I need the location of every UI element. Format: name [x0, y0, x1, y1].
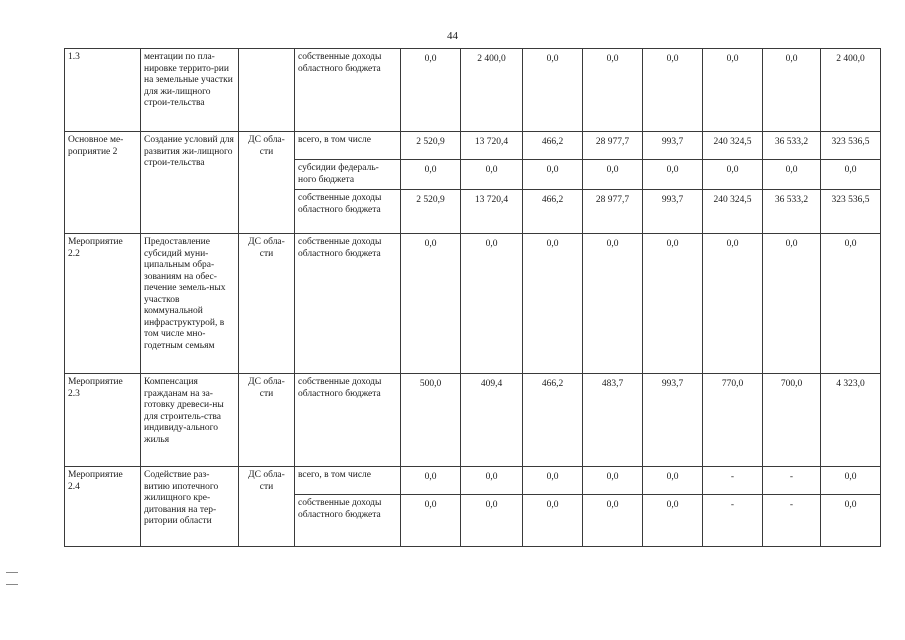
value-cell [523, 495, 583, 547]
funding-source-cell: собственные доходы областного бюджета [295, 49, 401, 132]
value-text: 2 400,0 [477, 54, 506, 64]
table-row [65, 234, 881, 374]
value-cell [401, 160, 461, 190]
value-cell [821, 132, 881, 160]
value-text: 483,7 [601, 379, 624, 389]
value-text: 0,0 [606, 500, 619, 510]
funding-source-cell: собственные доходы областного бюджета [295, 374, 401, 467]
value-text: 500,0 [419, 379, 442, 389]
value-text: - [730, 500, 735, 510]
value-text: 700,0 [780, 379, 803, 389]
value-text: 0,0 [785, 165, 798, 175]
value-cell [401, 234, 461, 374]
value-text: 0,0 [546, 54, 559, 64]
value-cell [523, 132, 583, 160]
value-cell [583, 132, 643, 160]
value-cell [401, 49, 461, 132]
value-text: 0,0 [606, 165, 619, 175]
value-cell [401, 132, 461, 160]
value-cell [401, 374, 461, 467]
value-cell [703, 190, 763, 234]
value-text: 993,7 [661, 379, 684, 389]
value-cell [703, 467, 763, 495]
value-text: 409,4 [480, 379, 503, 389]
row-code-cell: Мероприятие 2.2 [65, 234, 141, 374]
value-cell [583, 374, 643, 467]
value-text: 0,0 [546, 239, 559, 249]
funding-source-cell: всего, в том числе [295, 467, 401, 495]
budget-table [64, 48, 881, 547]
value-cell [643, 234, 703, 374]
value-text: - [789, 472, 794, 482]
value-text: 466,2 [541, 137, 564, 147]
value-text: 0,0 [546, 472, 559, 482]
row-name-cell: ментации по пла-нировке террито-рии на земельные участки для жи-лищного строи-тельства [141, 49, 239, 132]
value-cell [583, 190, 643, 234]
funding-source-cell: собственные доходы областного бюджета [295, 234, 401, 374]
value-cell [583, 495, 643, 547]
value-text: 240 324,5 [713, 195, 752, 205]
value-cell [763, 234, 821, 374]
value-text: 0,0 [606, 239, 619, 249]
value-cell [461, 495, 523, 547]
row-name-cell: Содействие раз-витию ипотечного жилищного кре-дитования на тер-ритории области [141, 467, 239, 547]
page-number: 44 [447, 30, 458, 42]
value-cell [523, 374, 583, 467]
value-cell [763, 190, 821, 234]
value-text: 770,0 [721, 379, 744, 389]
value-text: 993,7 [661, 195, 684, 205]
value-text: 466,2 [541, 379, 564, 389]
funding-source-cell: собственные доходы областного бюджета [295, 495, 401, 547]
value-text: 0,0 [546, 500, 559, 510]
value-text: 0,0 [666, 239, 679, 249]
value-text: 0,0 [844, 472, 857, 482]
value-text: 0,0 [726, 239, 739, 249]
value-text: 28 977,7 [595, 195, 630, 205]
value-text: - [730, 472, 735, 482]
value-cell [461, 374, 523, 467]
value-cell [523, 160, 583, 190]
value-text: 0,0 [546, 165, 559, 175]
value-cell [583, 234, 643, 374]
row-executor-cell: ДС обла-сти [239, 132, 295, 234]
value-text: 0,0 [424, 54, 437, 64]
row-name-cell: Предоставление субсидий муни-ципальным обра-зованиям на обес-печение земель-ных участков коммунальной инфраструктурой, в том числе мно-годетным семьям [141, 234, 239, 374]
value-cell [763, 374, 821, 467]
value-text: 0,0 [785, 239, 798, 249]
value-text: 0,0 [485, 472, 498, 482]
value-cell [763, 495, 821, 547]
value-cell [401, 495, 461, 547]
value-cell [763, 467, 821, 495]
value-cell [401, 190, 461, 234]
value-cell [763, 49, 821, 132]
value-cell [821, 495, 881, 547]
value-cell [821, 49, 881, 132]
table-row [65, 467, 881, 495]
value-cell [461, 467, 523, 495]
value-text: 0,0 [485, 239, 498, 249]
value-cell [643, 467, 703, 495]
funding-source-cell: субсидии федераль-ного бюджета [295, 160, 401, 190]
funding-source-cell: собственные доходы областного бюджета [295, 190, 401, 234]
value-cell [643, 49, 703, 132]
value-text: 466,2 [541, 195, 564, 205]
value-text: 0,0 [424, 472, 437, 482]
value-cell [821, 234, 881, 374]
value-text: 2 520,9 [416, 195, 445, 205]
funding-source-cell: всего, в том числе [295, 132, 401, 160]
value-text: 36 533,2 [774, 195, 809, 205]
value-cell [461, 190, 523, 234]
value-text: 2 400,0 [836, 54, 865, 64]
value-cell [583, 467, 643, 495]
row-code-cell: Мероприятие 2.3 [65, 374, 141, 467]
table-row [65, 374, 881, 467]
value-text: 0,0 [726, 54, 739, 64]
value-cell [523, 190, 583, 234]
value-cell [523, 467, 583, 495]
value-text: 0,0 [424, 165, 437, 175]
value-cell [643, 132, 703, 160]
value-cell [643, 495, 703, 547]
value-cell [643, 190, 703, 234]
value-cell [703, 495, 763, 547]
row-executor-cell [239, 49, 295, 132]
value-cell [821, 374, 881, 467]
value-text: 993,7 [661, 137, 684, 147]
value-text: 0,0 [726, 165, 739, 175]
value-text: 0,0 [424, 500, 437, 510]
value-cell [703, 374, 763, 467]
value-cell [461, 160, 523, 190]
value-cell [461, 234, 523, 374]
row-code-cell: 1.3 [65, 49, 141, 132]
value-text: 240 324,5 [713, 137, 752, 147]
value-cell [583, 160, 643, 190]
value-cell [643, 160, 703, 190]
value-cell [763, 132, 821, 160]
value-text: 36 533,2 [774, 137, 809, 147]
row-code-cell: Мероприятие 2.4 [65, 467, 141, 547]
row-executor-cell: ДС обла-сти [239, 467, 295, 547]
value-cell [763, 160, 821, 190]
value-cell [703, 132, 763, 160]
value-text: 0,0 [666, 165, 679, 175]
value-text: 323 536,5 [831, 137, 870, 147]
value-cell [643, 374, 703, 467]
row-executor-cell: ДС обла-сти [239, 234, 295, 374]
value-cell [523, 234, 583, 374]
value-text: 0,0 [485, 500, 498, 510]
value-cell [401, 467, 461, 495]
row-code-cell: Основное ме-роприятие 2 [65, 132, 141, 234]
value-cell [821, 190, 881, 234]
value-text: - [789, 500, 794, 510]
value-cell [583, 49, 643, 132]
row-name-cell: Создание условий для развития жи-лищного строи-тельства [141, 132, 239, 234]
value-text: 0,0 [606, 54, 619, 64]
value-text: 0,0 [666, 54, 679, 64]
value-text: 4 323,0 [836, 379, 865, 389]
value-text: 0,0 [606, 472, 619, 482]
value-cell [703, 49, 763, 132]
value-cell [461, 132, 523, 160]
value-text: 0,0 [424, 239, 437, 249]
value-text: 0,0 [666, 500, 679, 510]
value-text: 0,0 [785, 54, 798, 64]
margin-mark [6, 584, 18, 585]
value-cell [703, 160, 763, 190]
margin-mark [6, 572, 18, 573]
table-row [65, 49, 881, 132]
table-body [65, 49, 881, 547]
value-cell [523, 49, 583, 132]
value-text: 0,0 [844, 165, 857, 175]
value-text: 323 536,5 [831, 195, 870, 205]
value-text: 0,0 [844, 239, 857, 249]
value-cell [461, 49, 523, 132]
value-text: 0,0 [666, 472, 679, 482]
value-cell [703, 234, 763, 374]
value-cell [821, 467, 881, 495]
value-text: 2 520,9 [416, 137, 445, 147]
value-text: 28 977,7 [595, 137, 630, 147]
row-name-cell: Компенсация гражданам на за-готовку древеси-ны для строитель-ства индивиду-ального жилья [141, 374, 239, 467]
value-text: 0,0 [844, 500, 857, 510]
value-text: 13 720,4 [474, 195, 509, 205]
value-text: 0,0 [485, 165, 498, 175]
row-executor-cell: ДС обла-сти [239, 374, 295, 467]
table-row [65, 132, 881, 160]
value-text: 13 720,4 [474, 137, 509, 147]
value-cell [821, 160, 881, 190]
